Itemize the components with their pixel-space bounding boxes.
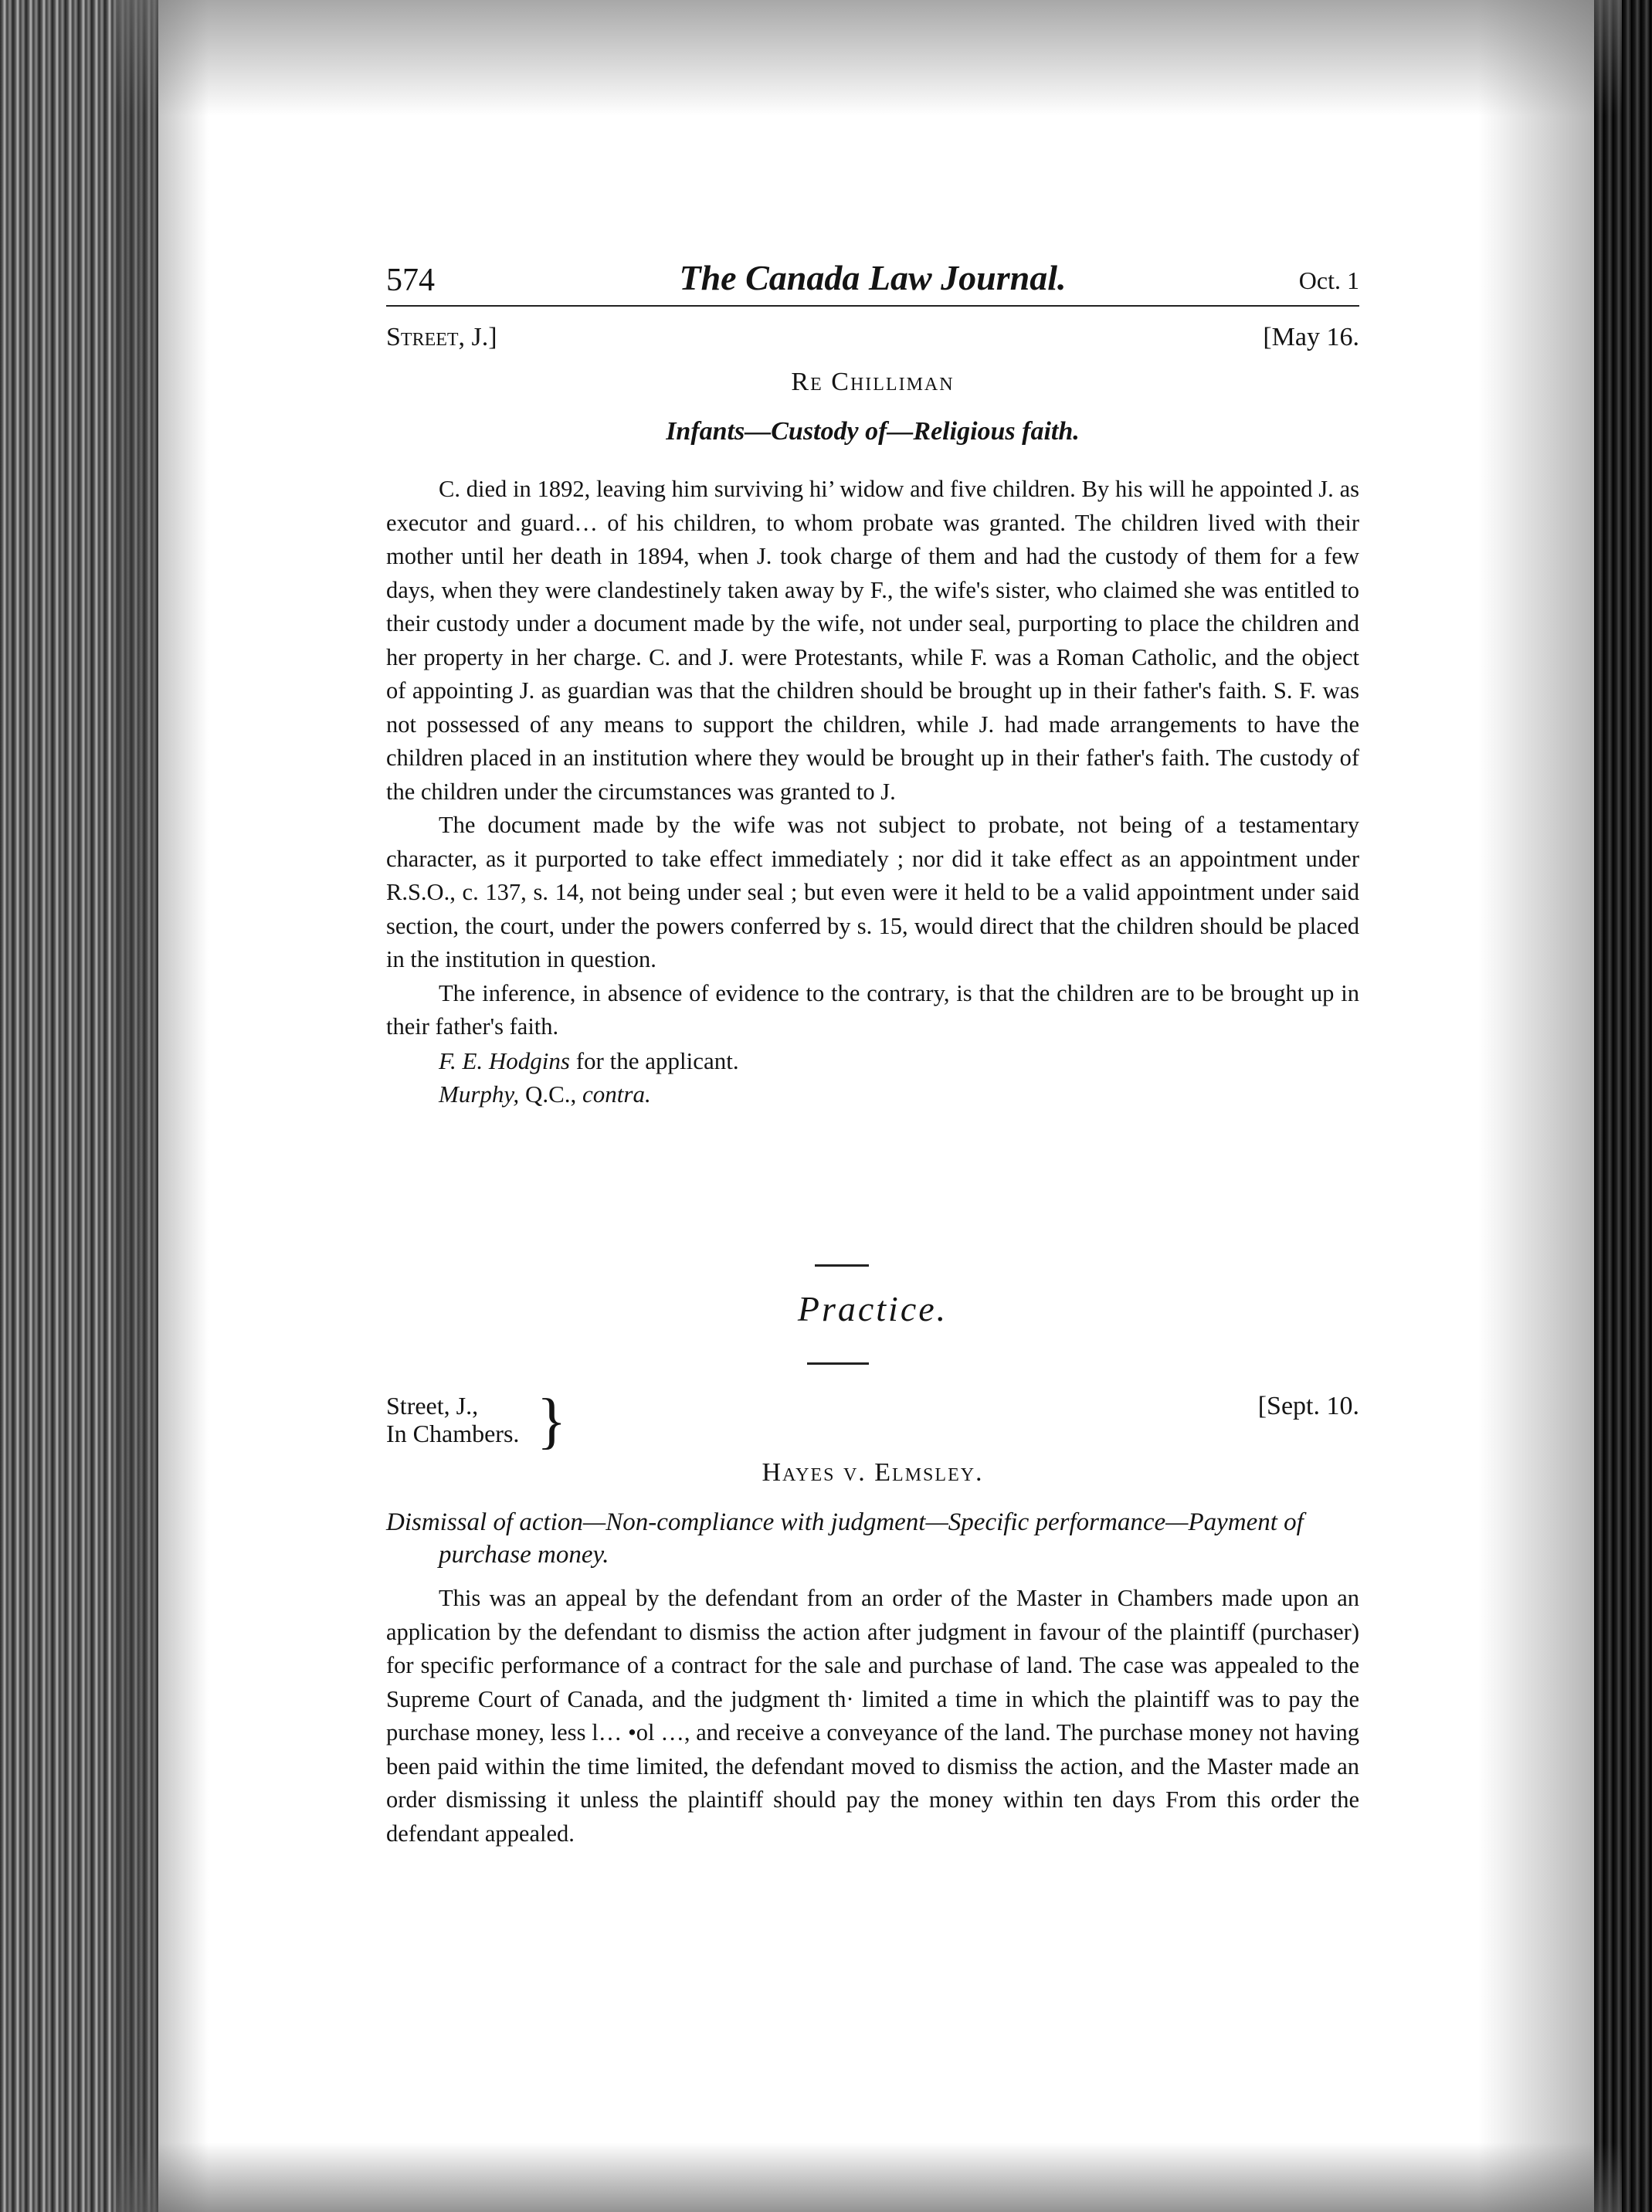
case2-paragraph-1: This was an appeal by the defendant from an order of the Master in Chambers made upon an application by the defendant to dismiss the action after judgment in favour of the plaintiff (purchaser) for specific performance of a contract for the sale and purchase of land. The case was appealed to the Supreme Court of Canada, and the judgment th· limited a time in which the plaintiff was to pay the purchase money, less l… •ol …, and receive a conveyance of the land. The purchase money not having been paid within the time limited, the defendant moved to dismiss the action, and the Master made an order dismissing it unless the plaintiff should pay the money within ten days From this order the defendant appealed. <box>386 1585 1359 1847</box>
counsel-role-italic: contra. <box>582 1081 651 1108</box>
page-number: 574 <box>386 263 435 298</box>
case2-date: [Sept. 10. <box>1257 1392 1359 1420</box>
scan-shadow-right <box>1478 0 1594 2212</box>
scan-shadow-left <box>116 0 209 2212</box>
case1-catchwords: Infants—Custody of—Religious faith. <box>666 417 1080 446</box>
issue-date: Oct. 1 <box>1298 266 1359 294</box>
section-heading: Practice. <box>797 1289 948 1328</box>
case1-judge: Street, J.] <box>386 323 497 351</box>
case2-catchwords: Dismissal of action—Non-compliance with judgment—Specific performance—Payment of purchase money. <box>386 1508 1304 1569</box>
journal-title: The Canada Law Journal. <box>679 258 1067 297</box>
case2-title: Hayes v. Elmsley. <box>762 1458 984 1487</box>
counsel-name: Murphy, <box>439 1081 520 1108</box>
case2-judge <box>386 1387 587 1455</box>
divider-rule-bottom <box>807 1362 869 1365</box>
case1-paragraph-3: The inference, in absence of evidence to the contrary, is that the children are to be brought up in their father's faith. <box>386 979 1359 1040</box>
case1-body <box>386 473 1359 1111</box>
case1-paragraph-1: C. died in 1892, leaving him surviving hi’ widow and five children. By his will he appointed J. as executor and guard… of his children, to whom probate was granted. The children lived with their mother until her death in 1894, when J. took charge of them and had the custody of them for a few days, when they were clandestinely taken away by F., the wife's sister, who claimed she was entitled to their custody under a document made by the wife, not under seal, purporting to place the children and her property in her charge. C. and J. were Protestants, while F. was a Roman Catholic, and the object of appointing J. as guardian was that the children should be brought up in their father's faith. S. F. was not possessed of any means to support the children, while J. had made arrangements to have the children placed in an institution where they would be brought up in their father's faith. The custody of the children under the circumstances was granted to J. <box>386 476 1359 805</box>
case1-date: [May 16. <box>1263 323 1359 351</box>
scan-shadow-bottom <box>116 2142 1622 2212</box>
divider-rule-top <box>815 1264 869 1267</box>
running-header <box>386 259 1359 307</box>
brace-glyph: } <box>537 1387 567 1455</box>
counsel-role: Q.C., <box>519 1081 583 1108</box>
counsel-role: for the applicant. <box>569 1047 739 1074</box>
scan-shadow-top <box>116 0 1622 116</box>
case1-title: Re Chilliman <box>791 368 955 396</box>
counsel-contra <box>386 1077 1359 1111</box>
case2-judge-line2: In Chambers. <box>386 1420 520 1447</box>
counsel-applicant <box>386 1044 1359 1078</box>
case2-catchwords-block <box>386 1506 1359 1571</box>
case2-body <box>386 1582 1359 1851</box>
counsel-name: F. E. Hodgins <box>439 1047 570 1074</box>
scan-edge-right <box>1594 0 1652 2212</box>
case1-paragraph-2: The document made by the wife was not subject to probate, not being of a testamentary character, as it purported to take effect immediately ; nor did it take effect as an appointment under R.S.O., c. 137, s. 14, not being under seal ; but even were it held to be a valid appointment under said section, the court, under the powers conferred by s. 15, would direct that the children should be placed in the institution in question. <box>386 812 1359 972</box>
case2-judge-line1: Street, J., <box>386 1392 479 1420</box>
